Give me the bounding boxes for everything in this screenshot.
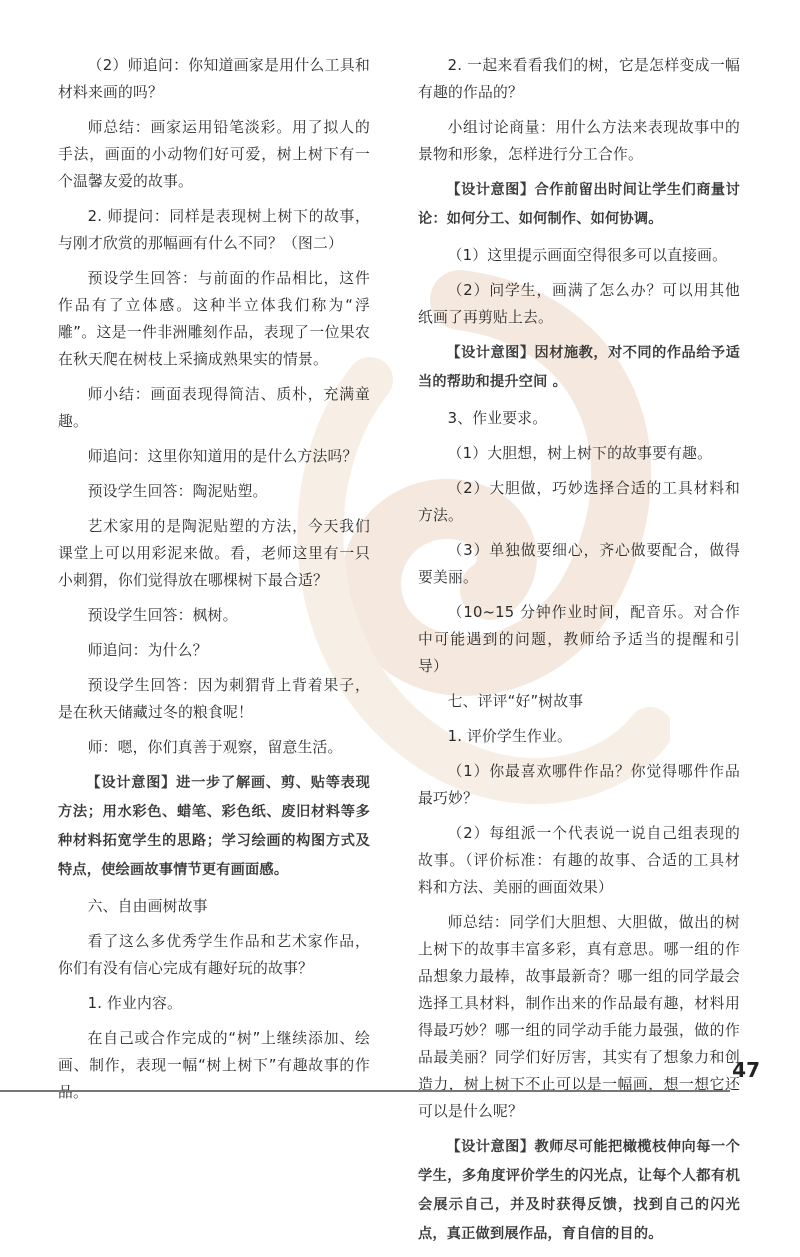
right-column	[418, 52, 740, 1257]
design-intent-paragraph: 【设计意图】教师尽可能把橄榄枝伸向每一个学生，多角度评价学生的闪光点，让每个人都有机会展示自己，并及时获得反馈，找到自己的闪光点，真正做到展作品，育自信的目的。	[418, 1139, 740, 1242]
body-paragraph: 2. 师提问：同样是表现树上树下的故事，与刚才欣赏的那幅画有什么不同？（图二）	[58, 208, 370, 252]
body-paragraph: （2）每组派一个代表说一说自己组表现的故事。（评价标准：有趣的故事、合适的工具材料和方法、美丽的画面效果）	[418, 825, 740, 896]
left-column	[58, 52, 370, 1114]
body-paragraph: （2）师追问：你知道画家是用什么工具和材料来画的吗？	[58, 57, 370, 101]
body-paragraph: 预设学生回答：因为刺猬背上背着果子，是在秋天储藏过冬的粮食呢！	[58, 677, 370, 721]
design-intent-paragraph: 【设计意图】合作前留出时间让学生们商量讨论：如何分工、如何制作、如何协调。	[418, 182, 740, 227]
body-paragraph: 预设学生回答：与前面的作品相比，这件作品有了立体感。这种半立体我们称为“浮雕”。这是一件非洲雕刻作品，表现了一位果农在秋天爬在树枝上采摘成熟果实的情景。	[58, 270, 370, 368]
body-paragraph: 七、评评“好”树故事	[447, 693, 584, 710]
design-intent-paragraph: 【设计意图】因材施教，对不同的作品给予适当的帮助和提升空间 。	[418, 345, 740, 390]
body-paragraph: 1. 评价学生作业。	[447, 728, 572, 745]
body-paragraph: 师追问：为什么？	[87, 642, 208, 659]
body-paragraph: 看了这么多优秀学生作品和艺术家作品，你们有没有信心完成有趣好玩的故事？	[58, 933, 370, 977]
body-paragraph: （1）大胆想，树上树下的故事要有趣。	[447, 445, 713, 462]
body-paragraph: 师总结：画家运用铅笔淡彩。用了拟人的手法，画面的小动物们好可爱，树上树下有一个温馨友爱的故事。	[58, 119, 370, 190]
body-paragraph: 3、作业要求。	[447, 410, 548, 427]
body-paragraph: 1. 作业内容。	[87, 995, 182, 1012]
footer-rule	[0, 1090, 730, 1092]
body-paragraph: 师总结：同学们大胆想、大胆做，做出的树上树下的故事丰富多彩，真有意思。哪一组的作品想象力最棒，故事最新奇？哪一组的同学最会选择工具材料，制作出来的作品最有趣，材料用得最巧妙？哪一组的同学动手能力最强，做的作品最美丽？同学们好厉害，其实有了想象力和创造力，树上树下不止可以是一幅画，想一想它还可以是什么呢？	[418, 914, 740, 1120]
body-paragraph: 在自己或合作完成的“树”上继续添加、绘画、制作，表现一幅“树上树下”有趣故事的作品。	[58, 1030, 370, 1101]
body-paragraph: （2）问学生，画满了怎么办？可以用其他纸画了再剪贴上去。	[418, 282, 740, 326]
page-number: 47	[732, 1058, 760, 1082]
body-paragraph: 小组讨论商量：用什么方法来表现故事中的景物和形象，怎样进行分工合作。	[418, 119, 740, 163]
body-paragraph: （1）这里提示画面空得很多可以直接画。	[447, 247, 728, 264]
body-paragraph: （3）单独做要细心，齐心做要配合，做得要美丽。	[418, 542, 740, 586]
body-paragraph: 2. 一起来看看我们的树，它是怎样变成一幅有趣的作品的？	[418, 57, 740, 101]
body-paragraph: 预设学生回答：枫树。	[87, 607, 238, 624]
body-paragraph: 艺术家用的是陶泥贴塑的方法，今天我们课堂上可以用彩泥来做。看，老师这里有一只小刺猬，你们觉得放在哪棵树下最合适？	[58, 518, 370, 589]
body-paragraph: 师小结：画面表现得简洁、质朴，充满童趣。	[58, 386, 370, 430]
body-paragraph: 六、自由画树故事	[87, 898, 208, 915]
body-paragraph: 预设学生回答：陶泥贴塑。	[87, 483, 268, 500]
body-paragraph: （1）你最喜欢哪件作品？你觉得哪件作品最巧妙？	[418, 763, 740, 807]
body-paragraph: （2）大胆做，巧妙选择合适的工具材料和方法。	[418, 480, 740, 524]
body-paragraph: （10~15 分钟作业时间，配音乐。对合作中可能遇到的问题，教师给予适当的提醒和引导）	[418, 604, 740, 675]
design-intent-paragraph: 【设计意图】进一步了解画、剪、贴等表现方法；用水彩色、蜡笔、彩色纸、废旧材料等多种材料拓宽学生的思路；学习绘画的构图方式及特点，使绘画故事情节更有画面感。	[58, 775, 370, 878]
body-paragraph: 师：嗯，你们真善于观察，留意生活。	[87, 739, 343, 756]
body-paragraph: 师追问：这里你知道用的是什么方法吗？	[87, 448, 358, 465]
